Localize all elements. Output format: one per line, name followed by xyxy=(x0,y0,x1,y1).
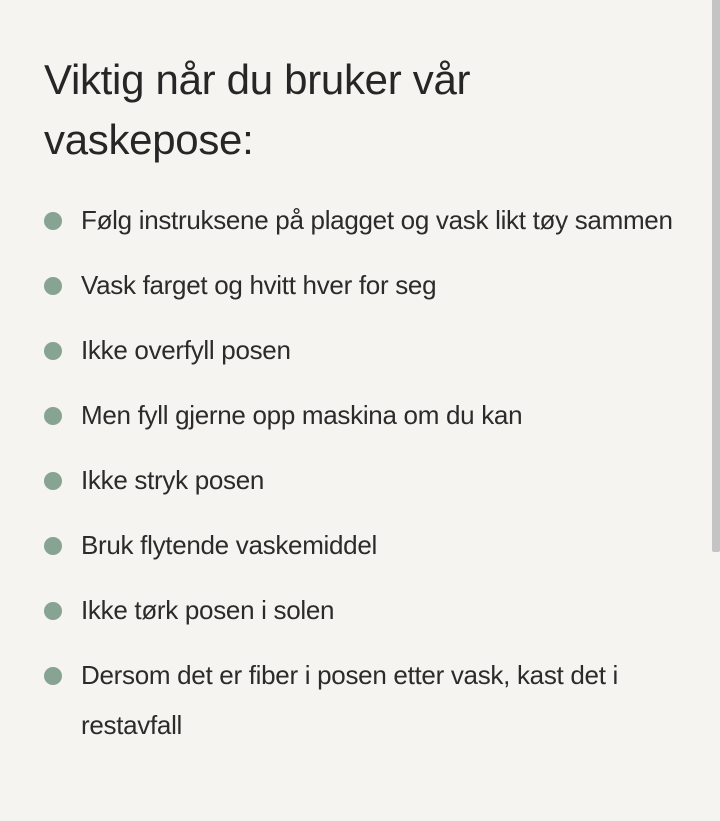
list-item xyxy=(44,455,684,505)
bullet-dot-icon xyxy=(44,277,62,295)
list-item-text: Dersom det er fiber i posen etter vask, kast det i restavfall xyxy=(81,660,619,740)
list-item xyxy=(44,520,684,570)
instructions-list xyxy=(44,195,684,765)
list-item xyxy=(44,390,684,440)
bullet-dot-icon xyxy=(44,342,62,360)
list-item-text: Ikke stryk posen xyxy=(81,465,265,495)
list-item-text: Følg instruksene på plagget og vask likt tøy sammen xyxy=(81,205,673,235)
list-item-text: Bruk flytende vaskemiddel xyxy=(81,530,377,560)
list-item xyxy=(44,650,684,750)
list-item-text: Ikke tørk posen i solen xyxy=(81,595,335,625)
list-item xyxy=(44,585,684,635)
page-title: Viktig når du bruker vår vaskepose: xyxy=(44,56,471,163)
bullet-dot-icon xyxy=(44,472,62,490)
bullet-dot-icon xyxy=(44,407,62,425)
list-item xyxy=(44,260,684,310)
list-item-text: Men fyll gjerne opp maskina om du kan xyxy=(81,400,523,430)
list-item-text: Vask farget og hvitt hver for seg xyxy=(81,270,437,300)
list-item-text: Ikke overfyll posen xyxy=(81,335,291,365)
vertical-scrollbar[interactable] xyxy=(712,0,720,821)
bullet-dot-icon xyxy=(44,667,62,685)
list-item xyxy=(44,195,684,245)
list-item xyxy=(44,325,684,375)
bullet-dot-icon xyxy=(44,602,62,620)
scrollbar-thumb[interactable] xyxy=(712,0,720,552)
bullet-dot-icon xyxy=(44,212,62,230)
bullet-dot-icon xyxy=(44,537,62,555)
